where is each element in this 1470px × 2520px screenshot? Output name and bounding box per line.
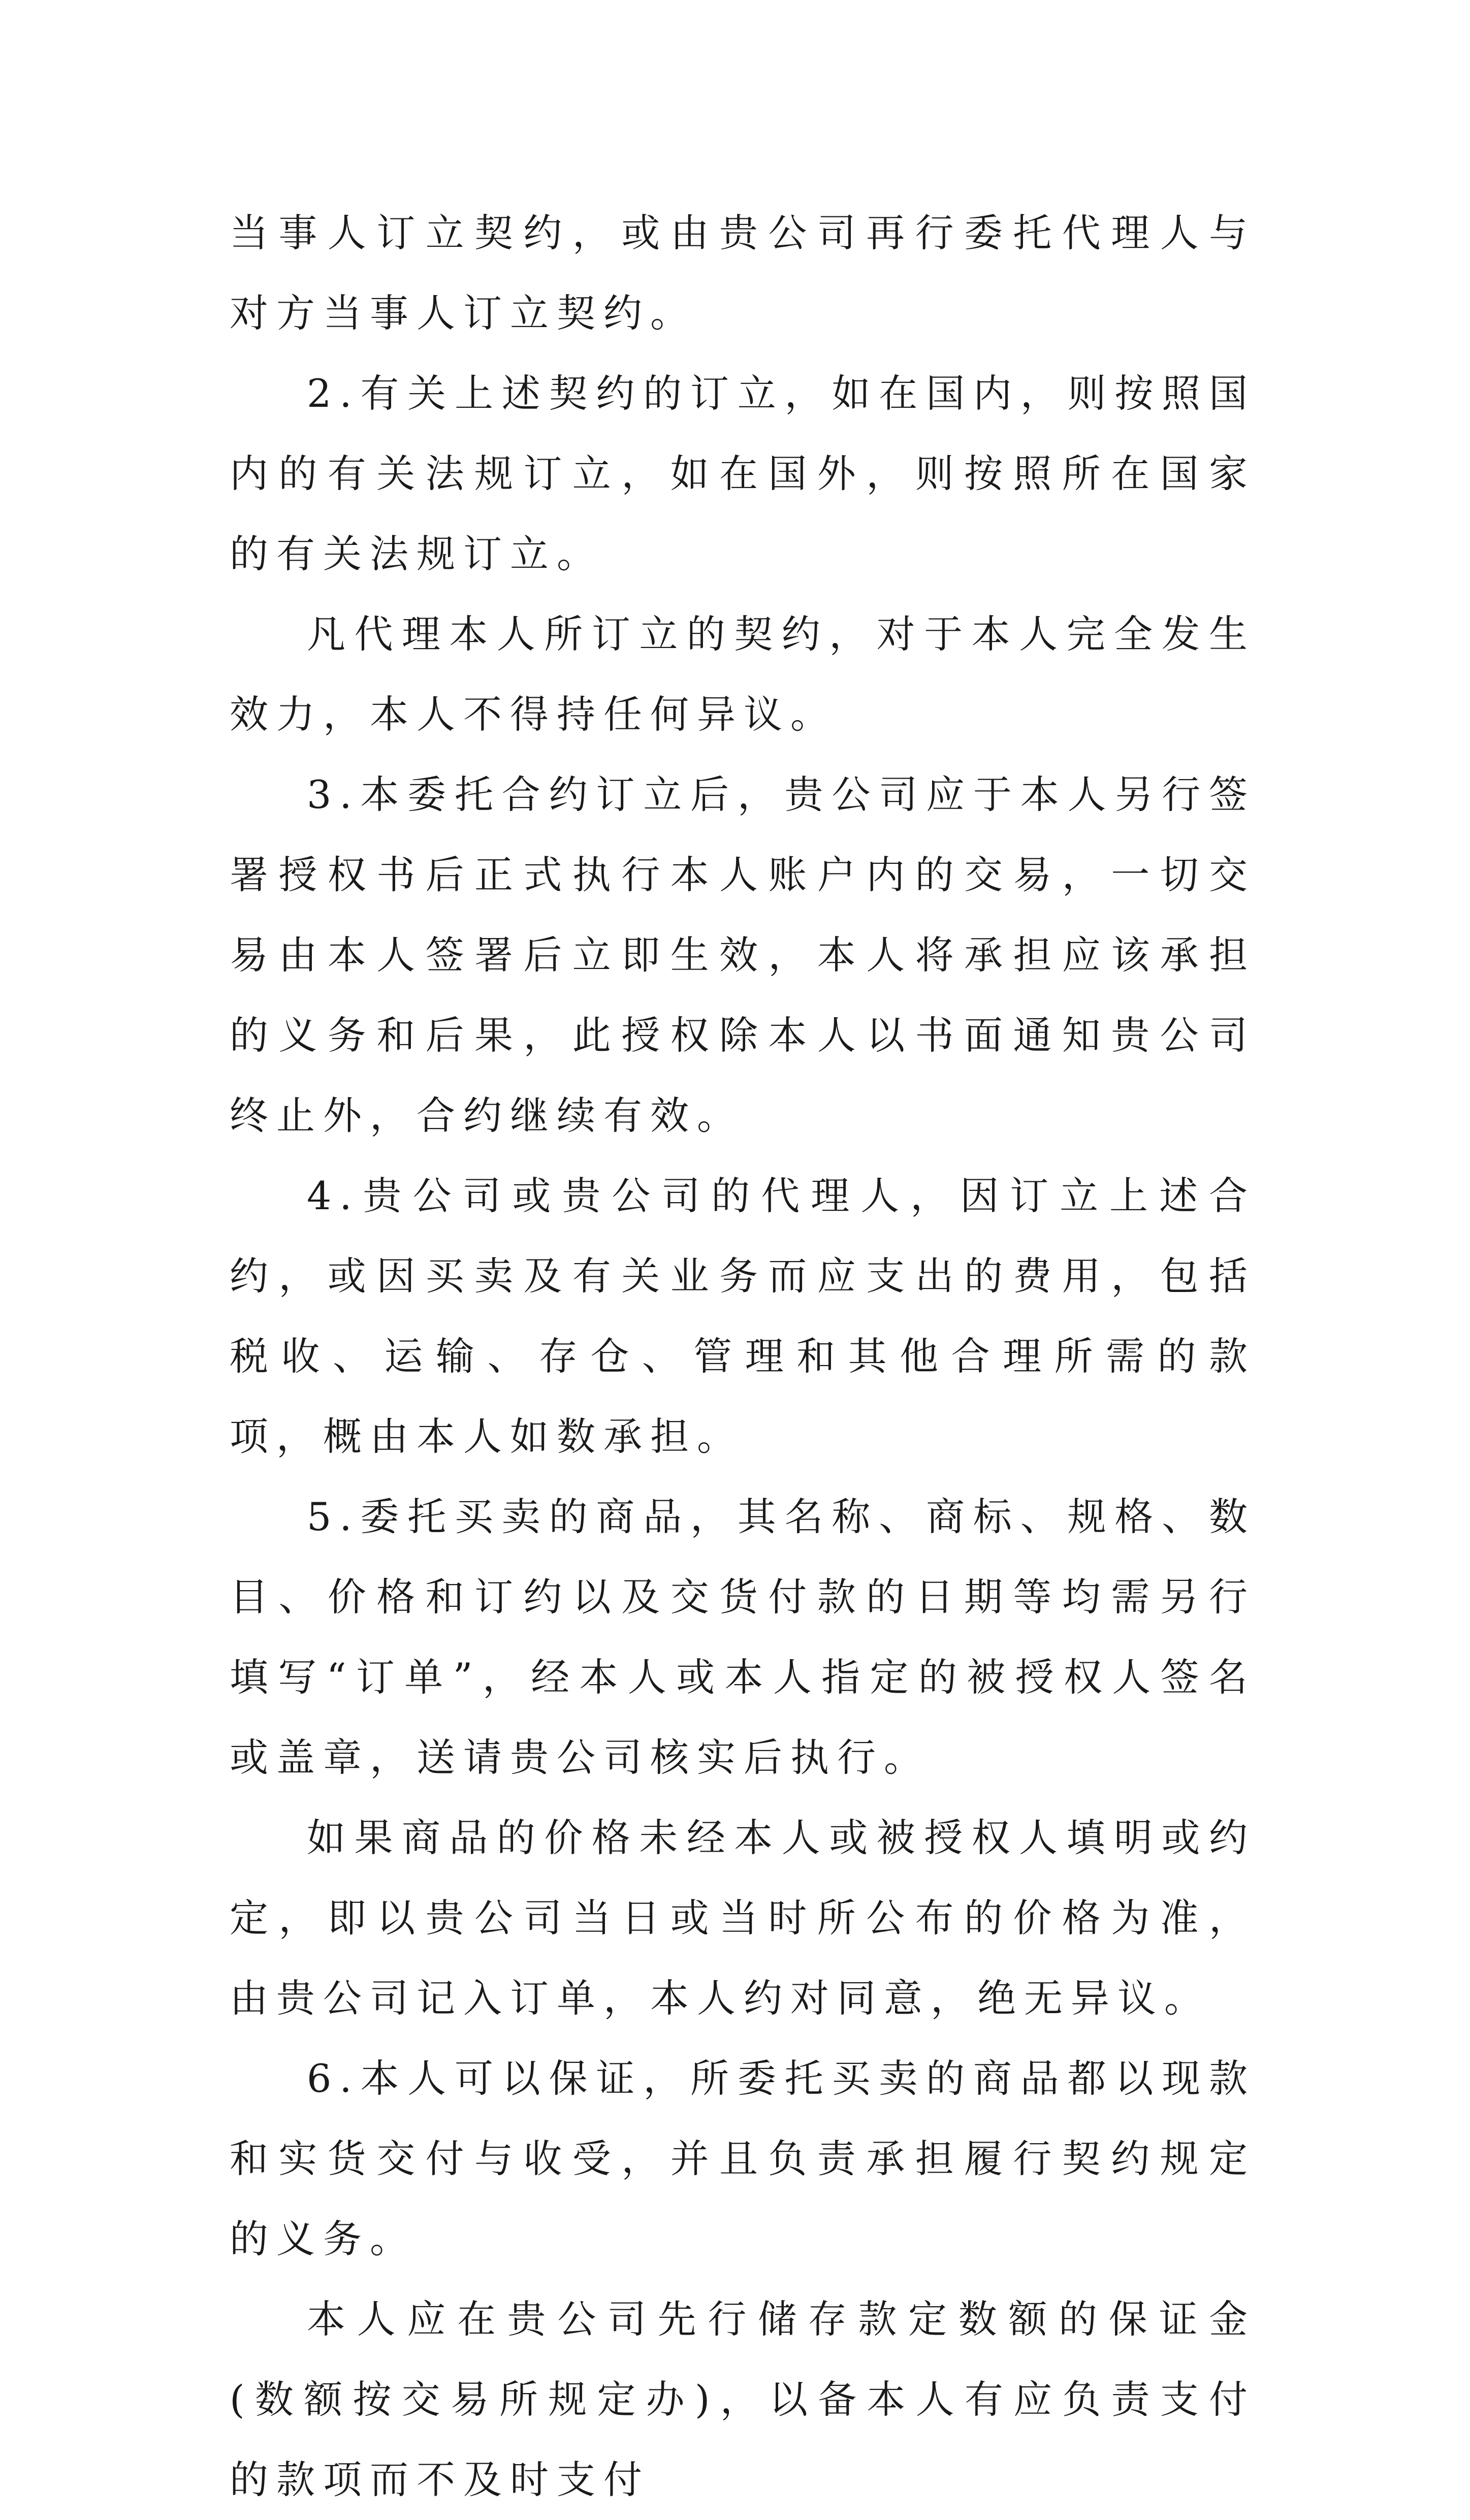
paragraph-5: 4.贵公司或贵公司的代理人，因订立上述合约，或因买卖及有关业务而应支出的费用，包括税收、运输、存仓、管理和其他合理所需的款项，概由本人如数承担。: [230, 1173, 1256, 1459]
paragraph-4: 3.本委托合约订立后，贵公司应于本人另行签署授权书后正式执行本人账户内的交易，一切交易由本人签署后立即生效，本人将承担应该承担的义务和后果，此授权除本人以书面通知贵公司终止外，合约继续有效。: [230, 772, 1256, 1138]
document-body: [230, 193, 1256, 2520]
paragraph-9: 本人应在贵公司先行储存款定数额的保证金(数额按交易所规定办)，以备本人有应负责支付的款项而不及时支付: [230, 2297, 1256, 2502]
paragraph-7: 如果商品的价格未经本人或被授权人填明或约定，即以贵公司当日或当时所公布的价格为准，由贵公司记入订单，本人约对同意，绝无异议。: [230, 1815, 1256, 2021]
paragraph-1: 当事人订立契约，或由贵公司再行委托代理人与对方当事人订立契约。: [230, 210, 1256, 336]
paragraph-2: 2.有关上述契约的订立，如在国内，则按照国内的有关法规订立，如在国外，则按照所在国家的有关法规订立。: [230, 371, 1256, 576]
paragraph-6: 5.委托买卖的商品，其名称、商标、规格、数目、价格和订约以及交货付款的日期等均需另行填写“订单”，经本人或本人指定的被授权人签名或盖章，送请贵公司核实后执行。: [230, 1494, 1256, 1780]
paragraph-8: 6.本人可以保证，所委托买卖的商品都以现款和实货交付与收受，并且负责承担履行契约规定的义务。: [230, 2056, 1256, 2261]
paragraph-3: 凡代理本人所订立的契约，对于本人完全发生效力，本人不得持任何异议。: [230, 611, 1256, 737]
